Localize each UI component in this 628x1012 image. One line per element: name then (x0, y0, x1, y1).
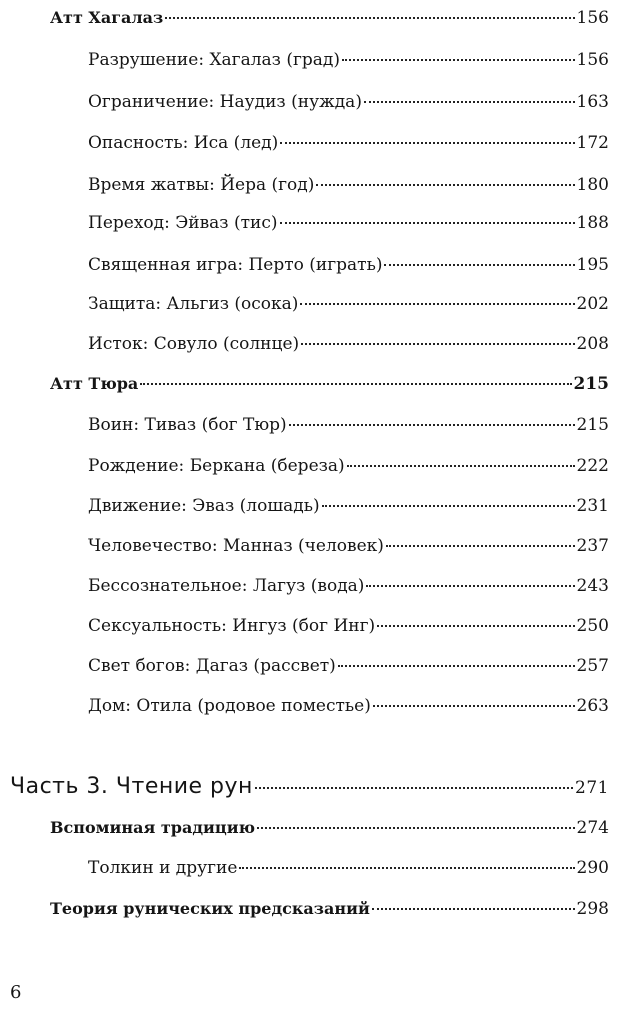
toc-entry-title: Человечество: Манназ (человек) (88, 536, 384, 556)
toc-page-number: 257 (576, 656, 609, 676)
toc-page-number: 156 (576, 8, 609, 28)
toc-entry-sowulo[interactable] (88, 334, 609, 354)
toc-entry-inguz[interactable] (88, 616, 609, 636)
toc-page-number: 237 (576, 536, 609, 556)
dot-leader (165, 17, 574, 19)
toc-entry-title: Рождение: Беркана (береза) (88, 456, 345, 476)
toc-entry-mannaz[interactable] (88, 536, 609, 556)
toc-entry-title: Движение: Эваз (лошадь) (88, 496, 320, 516)
toc-page-number: 298 (576, 899, 609, 919)
toc-entry-isa[interactable] (88, 133, 609, 153)
toc-entry-ehwaz[interactable] (88, 496, 609, 516)
toc-page-number: 163 (576, 92, 609, 112)
toc-entry-title: Воин: Тиваз (бог Тюр) (88, 415, 287, 435)
dot-leader (301, 343, 574, 345)
toc-page-number: 208 (576, 334, 609, 354)
toc-entry-title: Толкин и другие (88, 858, 238, 878)
toc-entry-dagaz[interactable] (88, 656, 609, 676)
toc-entry-title: Теория рунических предсказаний (50, 899, 370, 918)
toc-entry-title: Опасность: Иса (лед) (88, 133, 279, 153)
dot-leader (386, 545, 575, 547)
toc-page-number: 195 (576, 255, 609, 275)
dot-leader (255, 787, 573, 789)
dot-leader (140, 383, 571, 385)
toc-heading-att-hagalaz[interactable] (50, 8, 609, 28)
toc-page-number: 156 (576, 50, 609, 70)
toc-page-number: 231 (576, 496, 609, 516)
dot-leader (372, 908, 575, 910)
toc-entry-title: Вспоминая традицию (50, 818, 255, 837)
toc-entry-tolkien[interactable] (88, 858, 609, 878)
toc-entry-title: Сексуальность: Ингуз (бог Инг) (88, 616, 376, 636)
dot-leader (384, 264, 574, 266)
toc-entry-title: Исток: Совуло (солнце) (88, 334, 300, 354)
toc-page-number: 222 (576, 456, 609, 476)
dot-leader (338, 665, 575, 667)
toc-entry-algiz[interactable] (88, 294, 609, 314)
toc-part-3[interactable] (10, 774, 609, 799)
toc-entry-naudiz[interactable] (88, 92, 609, 112)
toc-entry-title: Атт Хагалаз (50, 8, 164, 27)
toc-entry-title: Священная игра: Перто (играть) (88, 255, 383, 275)
toc-page-number: 271 (575, 778, 609, 798)
toc-entry-jera[interactable] (88, 175, 609, 195)
toc-page-number: 215 (573, 374, 609, 394)
toc-entry-othala[interactable] (88, 696, 609, 716)
toc-entry-title: Время жатвы: Йера (год) (88, 175, 315, 195)
toc-heading-tradition[interactable] (50, 818, 609, 838)
toc-entry-title: Свет богов: Дагаз (рассвет) (88, 656, 336, 676)
dot-leader (289, 424, 575, 426)
toc-entry-title: Защита: Альгиз (осока) (88, 294, 299, 314)
toc-entry-title: Переход: Эйваз (тис) (88, 213, 278, 233)
toc-page-number: 188 (576, 213, 609, 233)
toc-entry-hagalaz[interactable] (88, 50, 609, 70)
dot-leader (366, 585, 574, 587)
dot-leader (377, 625, 574, 627)
toc-page-number: 202 (576, 294, 609, 314)
toc-heading-att-tyr[interactable] (50, 374, 609, 394)
toc-page-number: 274 (576, 818, 609, 838)
toc-page-number: 172 (576, 133, 609, 153)
toc-page-number: 290 (576, 858, 609, 878)
toc-entry-title: Разрушение: Хагалаз (град) (88, 50, 340, 70)
toc-entry-title: Ограничение: Наудиз (нужда) (88, 92, 362, 112)
dot-leader (316, 184, 574, 186)
toc-page-number: 180 (576, 175, 609, 195)
dot-leader (239, 867, 574, 869)
dot-leader (300, 303, 574, 305)
toc-entry-title: Атт Тюра (50, 374, 139, 393)
dot-leader (364, 101, 575, 103)
toc-entry-berkana[interactable] (88, 456, 609, 476)
dot-leader (322, 505, 575, 507)
dot-leader (280, 142, 574, 144)
toc-page-number: 250 (576, 616, 609, 636)
page-number: 6 (10, 982, 22, 1003)
dot-leader (342, 59, 575, 61)
dot-leader (280, 222, 575, 224)
toc-entry-title: Бессознательное: Лагуз (вода) (88, 576, 365, 596)
toc-entry-tiwaz[interactable] (88, 415, 609, 435)
toc-entry-title: Часть 3. Чтение рун (10, 774, 253, 799)
toc-page-number: 243 (576, 576, 609, 596)
toc-entry-laguz[interactable] (88, 576, 609, 596)
toc-page-number: 215 (576, 415, 609, 435)
dot-leader (347, 465, 575, 467)
dot-leader (257, 827, 575, 829)
toc-entry-perthro[interactable] (88, 255, 609, 275)
toc-entry-eiwaz[interactable] (88, 213, 609, 233)
toc-heading-divination-theory[interactable] (50, 899, 609, 919)
toc-entry-title: Дом: Отила (родовое поместье) (88, 696, 371, 716)
toc-page-number: 263 (576, 696, 609, 716)
dot-leader (373, 705, 575, 707)
